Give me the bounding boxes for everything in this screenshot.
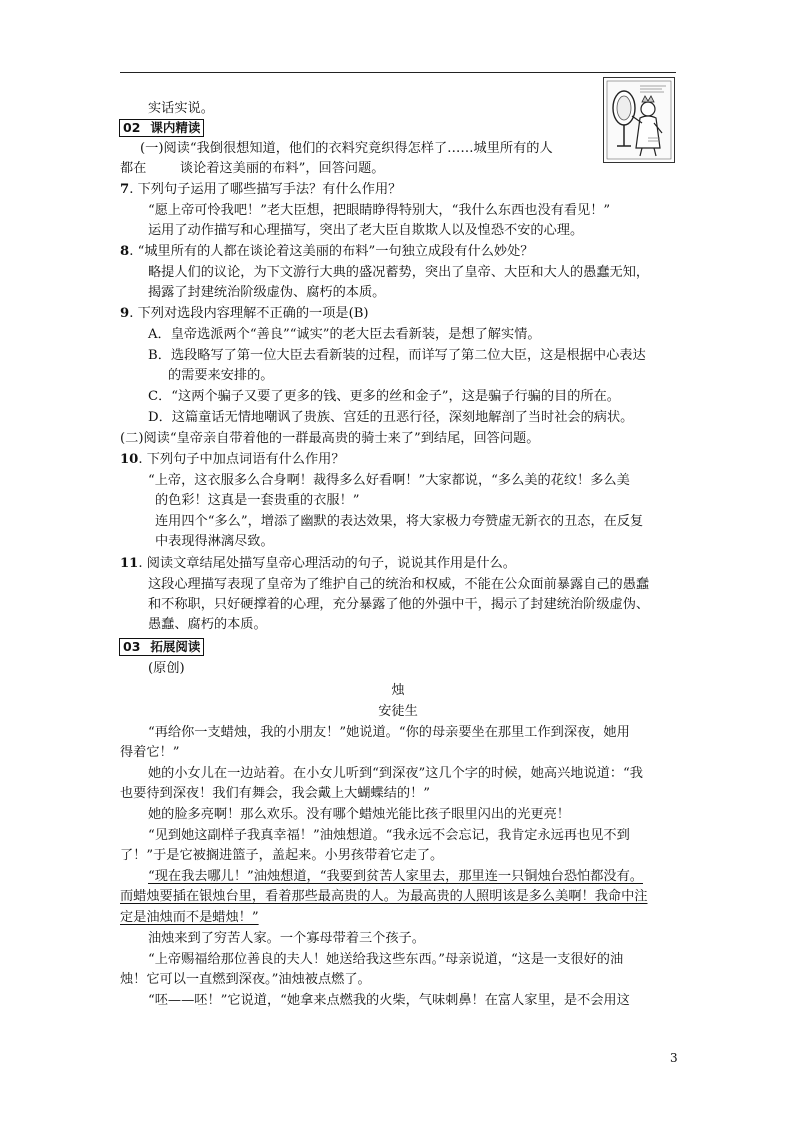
answer-line: 愚蠢、腐朽的本质。 — [148, 617, 267, 632]
option-a: A．皇帝选派两个“善良”“诚实”的老大臣去看新装，是想了解实情。 — [148, 327, 541, 342]
section-03-label — [119, 638, 204, 656]
text-line: 她的小女儿在一边站着。在小女儿听到“到深夜”这几个字的时候，她高兴地说道：“我 — [148, 766, 643, 781]
answer-line: 连用四个“多么”，增添了幽默的表达效果，将大家极力夸赞虚无新衣的丑态，在反复 — [155, 514, 644, 529]
question-8 — [120, 243, 534, 261]
question-number: 11 — [120, 556, 139, 571]
question-10 — [120, 451, 345, 469]
question-text: . “城里所有的人都在谈论着这美丽的布料”一句独立成段有什么妙处？ — [129, 244, 534, 259]
text-line: 她的脸多亮啊！那么欢乐。没有哪个蜡烛光能比孩子眼里闪出的光更亮！ — [148, 807, 570, 822]
question-9 — [120, 305, 369, 323]
text-line: 烛！它可以一直燃到深夜。”油烛被点燃了。 — [120, 972, 371, 987]
section-number: 02 — [123, 120, 141, 135]
text-line: 的色彩！这真是一套贵重的衣服！” — [155, 493, 360, 508]
question-text: . 下列句子中加点词语有什么作用？ — [138, 452, 345, 467]
underlined-line: 定是油烛而不是蜡烛！” — [120, 910, 259, 925]
text-line: “再给你一支蜡烛，我的小朋友！”她说道。“你的母亲要坐在那里工作到深夜，她用 — [148, 725, 630, 740]
answer-line: 和不称职，只好硬撑着的心理，充分暴露了他的外强中干，揭示了封建统治阶级虚伪、 — [148, 597, 650, 612]
answer-line: 这段心理描写表现了皇帝为了维护自己的统治和权威，不能在公众面前暴露自己的愚蠢 — [148, 577, 650, 592]
question-11 — [120, 555, 516, 573]
option-c: C．“这两个骗子又要了更多的钱、更多的丝和金子”，这是骗子行骗的目的所在。 — [148, 389, 620, 404]
text-line: (二)阅读“皇帝亲自带着他的一群最高贵的骑士来了”到结尾，回答问题。 — [120, 431, 540, 446]
underlined-line: 而蜡烛要插在银烛台里，看着那些最高贵的人。为最高贵的人照明该是多么美啊！我命中注 — [120, 889, 648, 904]
cartoon-illustration — [603, 77, 675, 163]
question-7 — [120, 181, 401, 199]
text-line: (一)阅读“我倒很想知道，他们的衣料究竟织得怎样了……城里所有的人 — [140, 141, 553, 156]
text-line: “呸——呸！”它说道，“她拿来点燃我的火柴，气味刺鼻！在富人家里，是不会用这 — [148, 993, 630, 1008]
question-text: . 阅读文章结尾处描写皇帝心理活动的句子，说说其作用是什么。 — [138, 556, 516, 571]
section-02-label — [119, 119, 204, 137]
option-d: D．这篇童话无情地嘲讽了贵族、宫廷的丑恶行径，深刻地解剖了当时社会的病状。 — [148, 410, 634, 425]
option-b-cont: 的需要来安排的。 — [168, 368, 274, 383]
text-line: 实话实说。 — [148, 101, 214, 116]
answer-line: 揭露了封建统治阶级虚伪、腐朽的本质。 — [148, 285, 386, 300]
underlined-line: “现在我去哪儿！”油烛想道，“我要到贫苦人家里去，那里连一只铜烛台恐怕都没有。 — [148, 869, 643, 884]
text-line: “上帝赐福给那位善良的夫人！她送给我这些东西。”母亲说道，“这是一支很好的油 — [148, 952, 624, 967]
header-rule — [120, 72, 676, 73]
section-title: 拓展阅读 — [150, 639, 201, 654]
text-line: (原创) — [148, 661, 185, 676]
answer-line: 中表现得淋漓尽致。 — [155, 534, 274, 549]
question-number: 10 — [120, 452, 139, 467]
text-line: 油烛来到了穷苦人家。一个寡母带着三个孩子。 — [148, 931, 425, 946]
text-line: “愿上帝可怜我吧！”老大臣想，把眼睛睁得特别大，“我什么东西也没有看见！” — [148, 203, 611, 218]
question-number: 9 — [120, 306, 130, 321]
question-text: . 下列对选段内容理解不正确的一项是(B) — [129, 306, 369, 321]
answer-line: 运用了动作描写和心理描写，突出了老大臣自欺欺人以及惶恐不安的心理。 — [148, 223, 584, 238]
text-line: 了！”于是它被搁进篮子，盖起来。小男孩带着它走了。 — [120, 848, 444, 863]
page-number: 3 — [670, 1051, 678, 1065]
question-number: 8 — [120, 244, 130, 259]
article-title: 烛 — [391, 683, 405, 698]
text-line: 得着它！” — [120, 745, 180, 760]
article-author: 安徒生 — [378, 704, 418, 719]
section-number: 03 — [123, 639, 141, 654]
text-line: 都在 谈论着这美丽的布料”，回答问题。 — [120, 161, 385, 176]
option-b: B．选段略写了第一位大臣去看新装的过程，而详写了第二位大臣，这是根据中心表达 — [148, 348, 646, 363]
answer-line: 略提人们的议论，为下文游行大典的盛况蓄势，突出了皇帝、大臣和大人的愚蠢无知， — [148, 265, 650, 280]
question-number: 7 — [120, 182, 130, 197]
text-line: “上帝，这衣服多么合身啊！裁得多么好看啊！”大家都说，“多么美的花纹！多么美 — [148, 473, 630, 488]
mirror-cartoon-icon — [604, 78, 674, 162]
text-line: “见到她这副样子我真幸福！”油烛想道。“我永远不会忘记，我肯定永远再也见不到 — [148, 828, 630, 843]
question-text: . 下列句子运用了哪些描写手法？有什么作用？ — [129, 182, 402, 197]
section-title: 课内精读 — [150, 120, 201, 135]
text-line: 也要待到深夜！我们有舞会，我会戴上大蝴蝶结的！” — [120, 786, 431, 801]
